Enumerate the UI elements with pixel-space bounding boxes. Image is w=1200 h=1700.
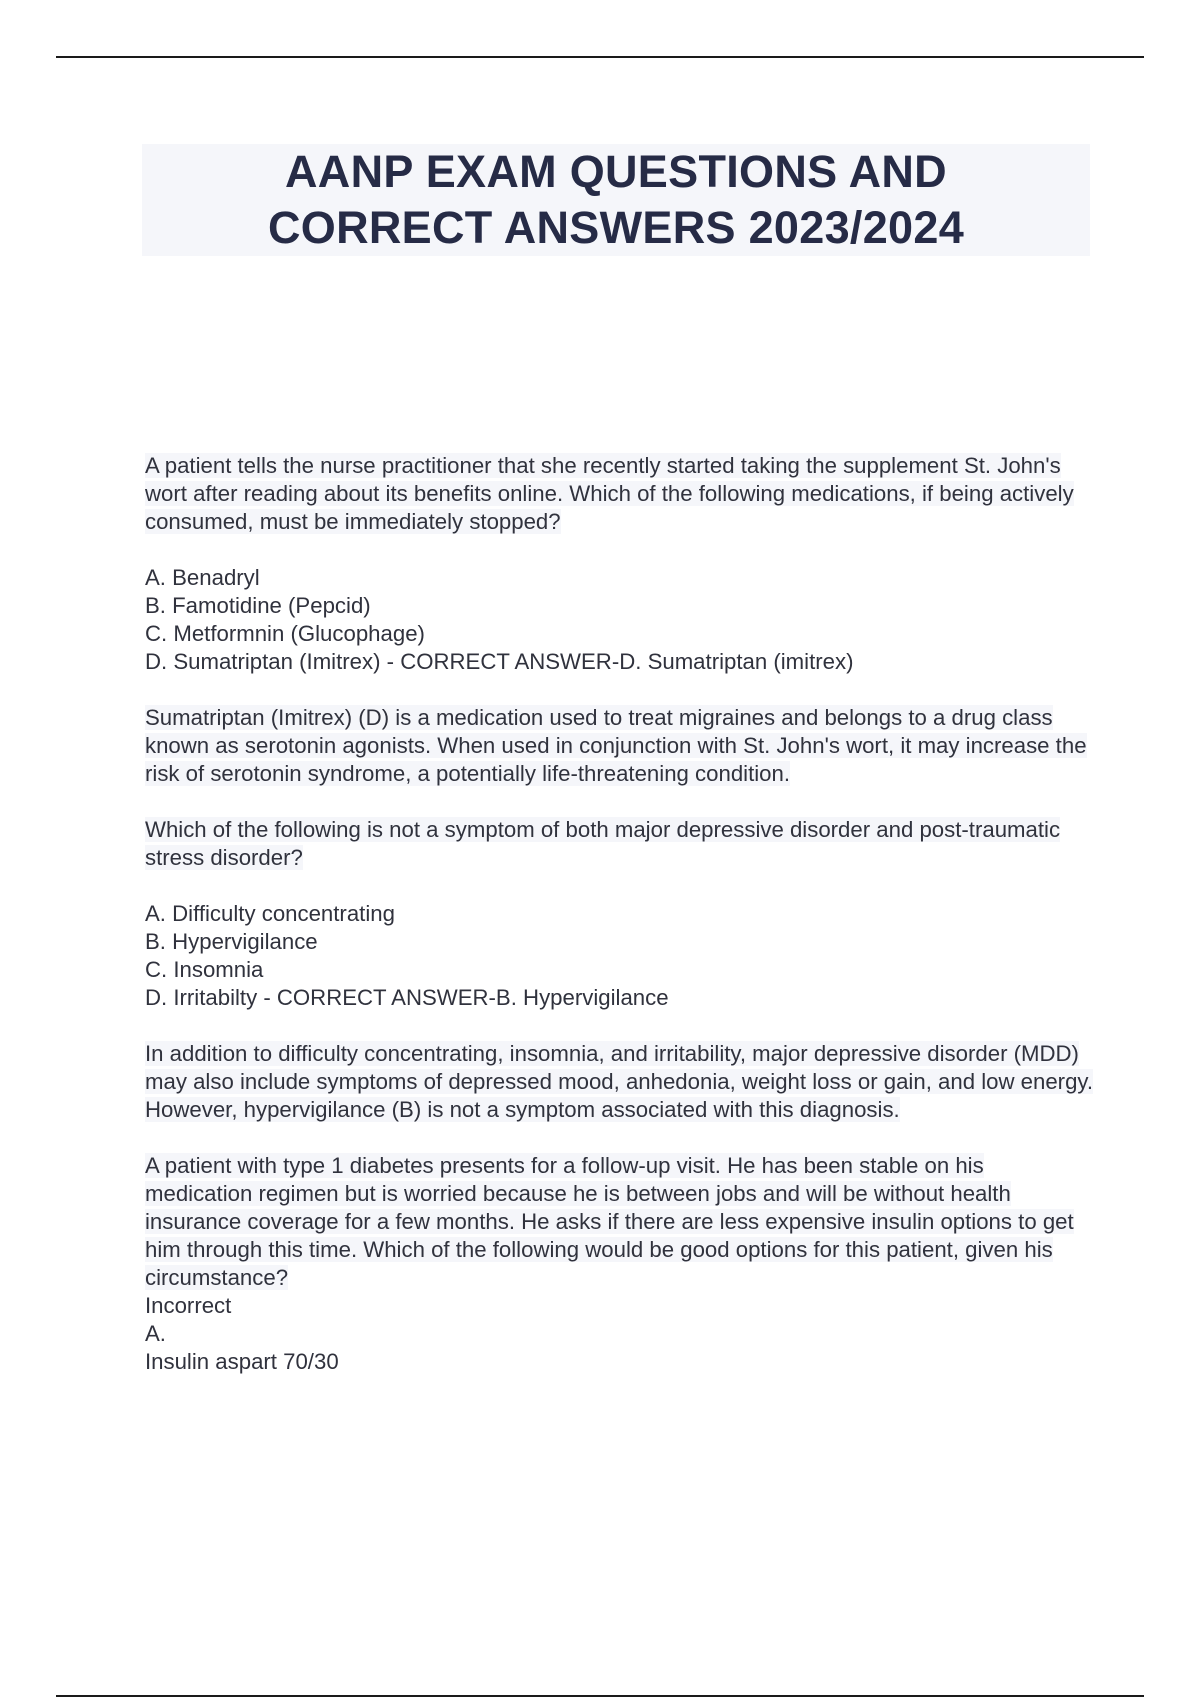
footer-rule bbox=[56, 1695, 1144, 1697]
question-2-options bbox=[145, 900, 1095, 1012]
question-2-option-b: B. Hypervigilance bbox=[145, 929, 318, 954]
question-1-option-a: A. Benadryl bbox=[145, 565, 260, 590]
question-3-block bbox=[145, 1152, 1095, 1376]
question-3-stem: A patient with type 1 diabetes presents for a follow-up visit. He has been stable on his medication regimen but is worried because he is between jobs and will be without health insurance coverage for a few months. He asks if there are less expensive insulin options to get him through this time. Which of the following would be good options for this patient, given his circumstance? bbox=[145, 1153, 1074, 1290]
header-rule bbox=[56, 56, 1144, 58]
question-1-stem: A patient tells the nurse practitioner that she recently started taking the supplement St. John's wort after reading about its benefits online. Which of the following medications, if being actively consumed, must be immediately stopped? bbox=[145, 453, 1074, 534]
question-2-option-c: C. Insomnia bbox=[145, 957, 264, 982]
question-1-option-c: C. Metformnin (Glucophage) bbox=[145, 621, 425, 646]
question-1-stem-block bbox=[145, 452, 1095, 536]
question-1-rationale: Sumatriptan (Imitrex) (D) is a medication used to treat migraines and belongs to a drug class known as serotonin agonists. When used in conjunction with St. John's wort, it may increase the risk of serotonin syndrome, a potentially life-threatening condition. bbox=[145, 705, 1087, 786]
question-1-option-b: B. Famotidine (Pepcid) bbox=[145, 593, 371, 618]
question-2-option-d-answer: D. Irritabilty - CORRECT ANSWER-B. Hypervigilance bbox=[145, 985, 669, 1010]
question-2-option-a: A. Difficulty concentrating bbox=[145, 901, 395, 926]
question-1-option-d-answer: D. Sumatriptan (Imitrex) - CORRECT ANSWER-D. Sumatriptan (imitrex) bbox=[145, 649, 854, 674]
question-1-options bbox=[145, 564, 1095, 676]
question-2-stem-block bbox=[145, 816, 1095, 872]
question-3-option-a-text: Insulin aspart 70/30 bbox=[145, 1349, 339, 1374]
question-2-stem: Which of the following is not a symptom of both major depressive disorder and post-traumatic stress disorder? bbox=[145, 817, 1061, 870]
question-3-status: Incorrect bbox=[145, 1293, 232, 1318]
question-2-rationale-block bbox=[145, 1040, 1095, 1124]
title-line-1: AANP EXAM QUESTIONS AND bbox=[285, 146, 947, 197]
document-title bbox=[142, 144, 1090, 256]
document-body bbox=[145, 452, 1095, 1376]
question-1-rationale-block bbox=[145, 704, 1095, 788]
question-2-rationale: In addition to difficulty concentrating, insomnia, and irritability, major depressive disorder (MDD) may also include symptoms of depressed mood, anhedonia, weight loss or gain, and low energy. However, hypervigilance (B) is not a symptom associated with this diagnosis. bbox=[145, 1041, 1094, 1122]
question-3-option-a-letter: A. bbox=[145, 1321, 166, 1346]
title-line-2: CORRECT ANSWERS 2023/2024 bbox=[267, 202, 965, 253]
